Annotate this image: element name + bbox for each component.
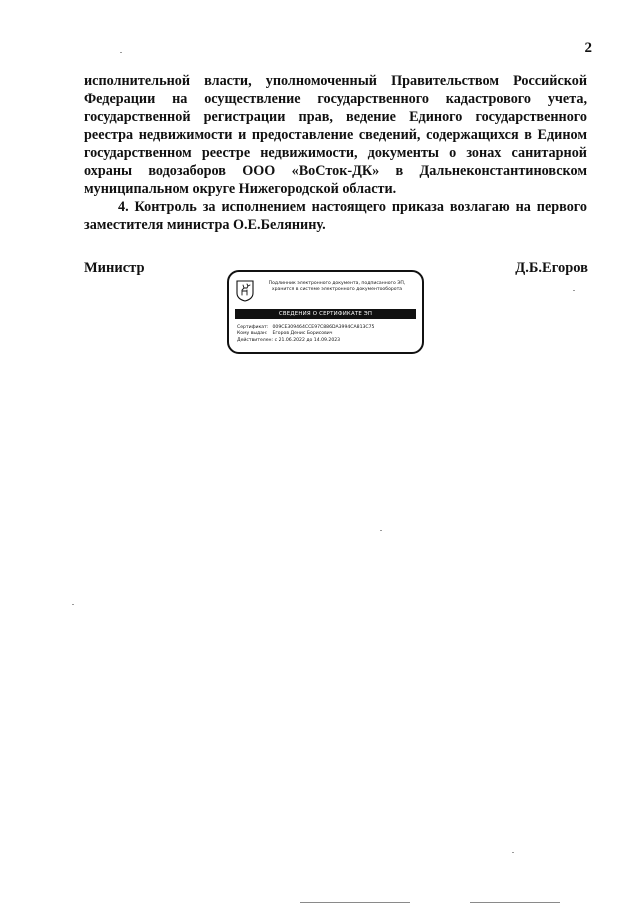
validity-label: Действителен: (237, 337, 274, 343)
owner-value: Егоров Денис Борисович (272, 331, 333, 337)
scan-speck (120, 52, 122, 53)
stamp-certificate-details (237, 325, 417, 344)
stamp-band-title: СВЕДЕНИЯ О СЕРТИФИКАТЕ ЭП (235, 309, 416, 319)
stamp-notice (257, 281, 417, 293)
stamp-notice-line-1: Подлинник электронного документа, подписанного ЭП, (268, 281, 406, 286)
signer-name: Д.Б.Егоров (515, 260, 588, 276)
validity-value: с 21.06.2022 до 14.09.2023 (274, 337, 341, 343)
electronic-signature-stamp (227, 270, 424, 354)
stamp-notice-line-2: хранится в системе электронного документооборота (271, 287, 403, 293)
scan-edge-line (470, 902, 560, 903)
scan-speck (573, 290, 575, 291)
document-body (84, 72, 587, 234)
signer-title: Министр (84, 260, 145, 276)
body-paragraph-continuation: исполнительной власти, уполномоченный Правительством Российской Федерации на осуществление государственного кадастрового учета, государственной регистрации прав, ведение Единого государственного реестра недвижимости и предоставление сведений, содержащихся в Едином государственном реестре недвижимости, документы о зонах санитарной охраны водозаборов ООО «ВоСток-ДК» в Дальнеконстантиновском муниципальном округе Нижегородской области. (84, 73, 587, 197)
scan-edge-line (300, 902, 410, 903)
body-paragraph-item-4: 4. Контроль за исполнением настоящего приказа возлагаю на первого заместителя министра О.Е.Белянину. (84, 199, 587, 233)
coat-of-arms-icon (236, 280, 254, 302)
certificate-label: Сертификат: (237, 325, 269, 330)
certificate-value: 009CE309464CCE97C886DA3994CA813C75 (272, 325, 375, 330)
page-number: 2 (584, 40, 592, 56)
scan-speck (72, 604, 74, 605)
stamp-row-validity (237, 338, 417, 344)
owner-label: Кому выдан: (237, 331, 268, 337)
scan-speck (512, 852, 514, 853)
scan-speck (380, 530, 382, 531)
